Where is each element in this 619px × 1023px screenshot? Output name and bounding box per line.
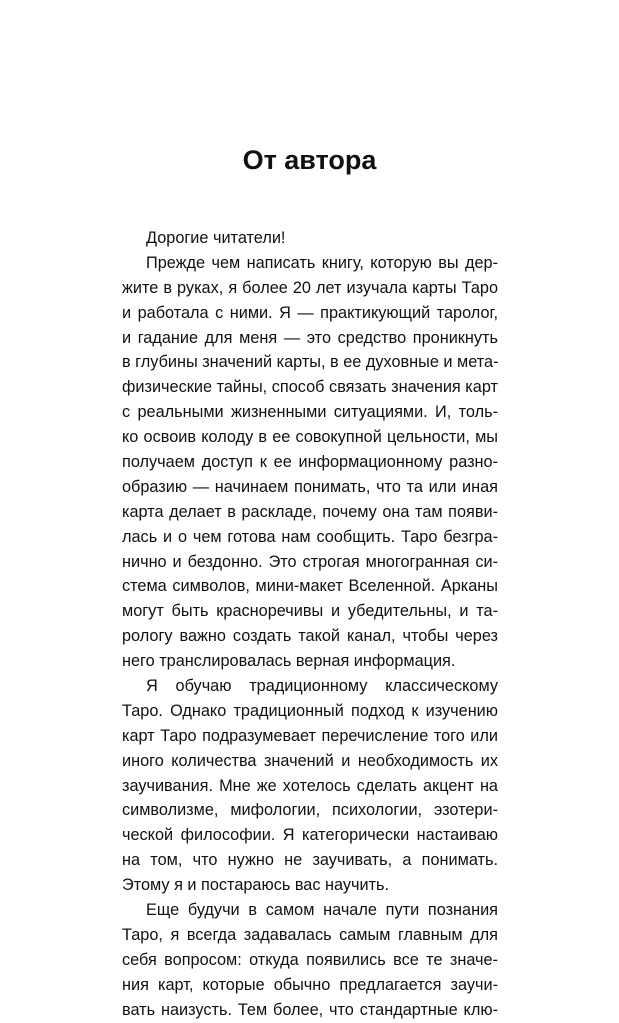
text-line: образию — начинаем понимать, что та или иная	[122, 477, 498, 496]
text-line: получаем доступ к ее информационному разно-	[122, 453, 498, 472]
text-line: заучивания. Мне же хотелось сделать акцент на	[122, 776, 498, 795]
text-line: могут быть красноречивы и убедительны, и та-	[122, 602, 498, 621]
text-line: себя вопросом: откуда появились все те значе-	[122, 950, 498, 969]
text-line: Еще будучи в самом начале пути познания	[146, 901, 498, 920]
text-line: карт Таро подразумевает перечисление того или	[122, 726, 498, 745]
text-line: и работала с ними. Я — практикующий таролог,	[122, 303, 498, 322]
text-line: Таро, я всегда задавалась самым главным для	[122, 925, 498, 944]
text-line: лась и о чем готова нам сообщить. Таро безгра-	[122, 527, 498, 546]
text-line: иного количества значений и необходимость их	[122, 751, 498, 770]
text-line: Этому я и постараюсь вас научить.	[122, 876, 390, 895]
text-line: Таро. Однако традиционный подход к изучению	[122, 701, 498, 720]
text-line: рологу важно создать такой канал, чтобы через	[122, 627, 498, 646]
text-line: на том, что нужно не заучивать, а понимать.	[122, 851, 498, 870]
text-line: и гадание для меня — это средство проникнуть	[122, 328, 498, 347]
text-line: Я обучаю традиционному классическому	[146, 677, 498, 696]
text-line: символизме, мифологии, психологии, эзотери-	[122, 801, 498, 820]
text-line: карта делает в раскладе, почему она там появи-	[122, 502, 498, 521]
body-text	[122, 226, 498, 1023]
page-title: От автора	[242, 145, 377, 175]
text-line: в глубины значений карты, в ее духовные и мета-	[122, 353, 499, 372]
text-line: с реальными жизненными ситуациями. И, толь-	[122, 403, 498, 422]
text-line: стема символов, мини-макет Вселенной. Арканы	[122, 577, 498, 596]
text-line: ческой философии. Я категорически настаиваю	[122, 826, 498, 845]
text-line: ния карт, которые обычно предлагается заучи-	[122, 975, 498, 994]
text-line: вать наизусть. Тем более, что стандартные клю-	[122, 1000, 498, 1019]
text-line: Дорогие читатели!	[146, 229, 286, 247]
text-line: физические тайны, способ связать значения карт	[122, 378, 498, 397]
text-line: ко освоив колоду в ее совокупной цельности, мы	[122, 428, 498, 447]
text-line: него транслировалась верная информация.	[122, 652, 456, 671]
text-line: нично и бездонно. Это строгая многогранная си-	[122, 552, 498, 571]
text-line: жите в руках, я более 20 лет изучала карты Таро	[122, 278, 498, 297]
text-line: Прежде чем написать книгу, которую вы дер-	[146, 253, 498, 272]
